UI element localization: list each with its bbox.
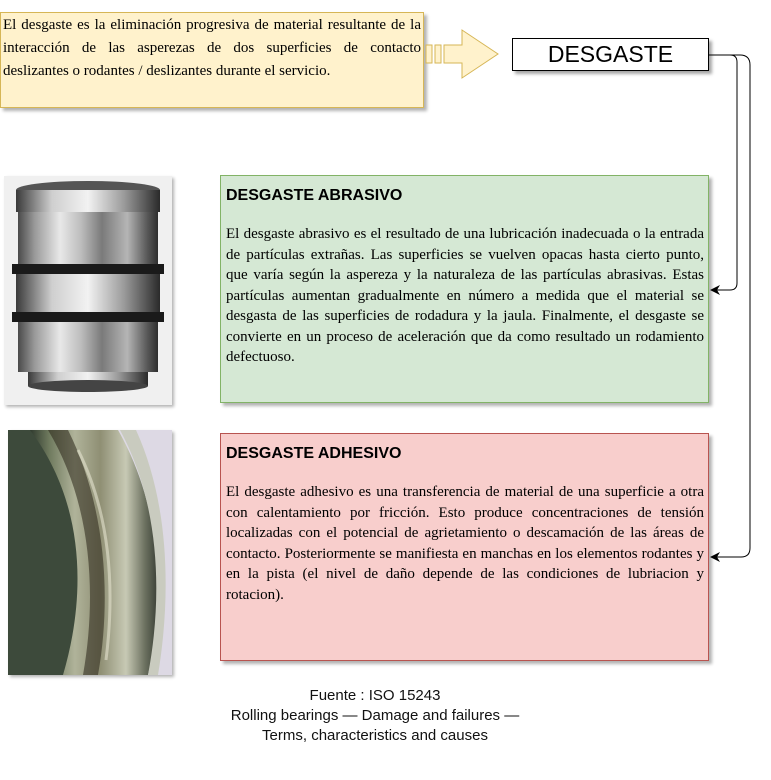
block-arrow bbox=[426, 30, 498, 78]
source-caption bbox=[225, 686, 525, 746]
abrasive-wear-title: DESGASTE ABRASIVO bbox=[226, 187, 403, 204]
abrasive-wear-card bbox=[220, 175, 709, 403]
abrasive-wear-description: El desgaste abrasivo es el resultado de una lubricación inadecuada o la entrada de partículas extrañas. Las superficies se vuelven opacas hasta cierto punto, que varía según la aspereza y la naturaleza de las partículas abrasivas. Estas partículas aumentan gradualmente en número a medida que el material se desgasta de las superficies de rodadura y la jaula. Finalmente, el desgaste se convierte en un proceso de aceleración que da como resultado un rodamiento defectuoso. bbox=[226, 226, 704, 365]
definition-box bbox=[0, 12, 424, 108]
adhesive-wear-card bbox=[220, 433, 709, 661]
adhesive-wear-description: El desgaste adhesivo es una transferencia de material de una superficie a otra con calentamiento por fricción. Esto produce concentraciones de tensión localizadas con el potencial de agrietamiento o descamación de las áreas de contacto. Posteriormente se manifiesta en manchas en los elementos rodantes y en la pista (el nivel de daño depende de las condiciones de lubriacion y rotacion). bbox=[226, 484, 704, 603]
source-line-1: Fuente : ISO 15243 bbox=[309, 687, 441, 704]
definition-text: El desgaste es la eliminación progresiva de material resultante de la interacción de las asperezas de dos superficies de contacto deslizantes o rodantes / deslizantes durante el servicio. bbox=[3, 17, 421, 79]
connector-to-adhesive bbox=[709, 55, 750, 557]
abrasive-wear-photo bbox=[4, 176, 172, 405]
source-line-2: Rolling bearings — Damage and failures — Terms, characteristics and causes bbox=[230, 707, 520, 744]
main-title: DESGASTE bbox=[547, 41, 674, 67]
adhesive-wear-title: DESGASTE ADHESIVO bbox=[226, 445, 402, 462]
main-title-box bbox=[512, 38, 709, 71]
adhesive-wear-photo bbox=[8, 430, 172, 675]
connector-to-abrasive bbox=[709, 55, 737, 290]
